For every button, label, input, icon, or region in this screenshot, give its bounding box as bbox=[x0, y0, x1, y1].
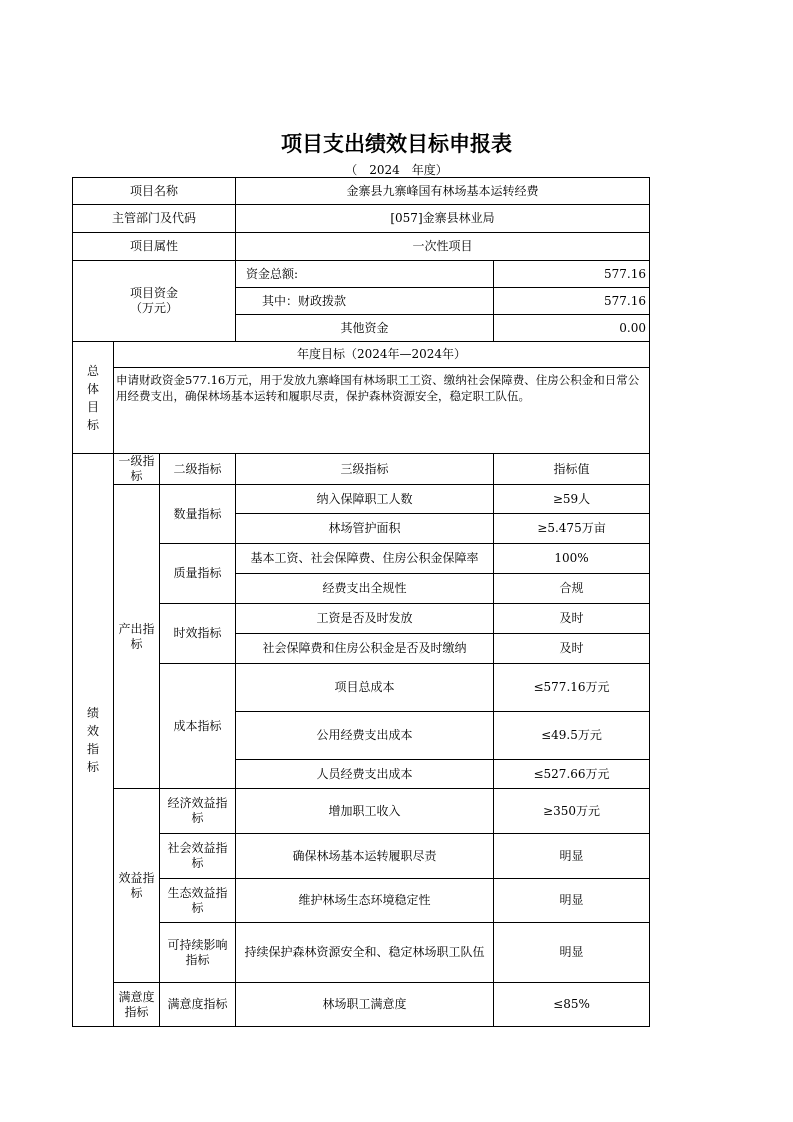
funds-total-row bbox=[73, 261, 650, 288]
benefit-level2: 可持续影响指标 bbox=[160, 923, 236, 983]
output-label: 产出指标 bbox=[114, 485, 160, 789]
col-value: 指标值 bbox=[494, 454, 650, 485]
col-level2: 二级指标 bbox=[160, 454, 236, 485]
table-row bbox=[73, 923, 650, 983]
indicator-name: 维护林场生态环境稳定性 bbox=[236, 879, 494, 923]
indicator-name: 社会保障费和住房公积金是否及时缴纳 bbox=[236, 634, 494, 664]
benefit-level2: 经济效益指标 bbox=[160, 789, 236, 834]
table-row bbox=[73, 485, 650, 514]
funds-label-line2: （万元） bbox=[129, 301, 178, 315]
attr-value: 一次性项目 bbox=[236, 233, 650, 261]
indicator-name: 人员经费支出成本 bbox=[236, 760, 494, 789]
indicator-value: 及时 bbox=[494, 604, 650, 634]
table-row bbox=[73, 879, 650, 923]
funds-label-line1: 项目资金 bbox=[129, 286, 178, 300]
indicator-name: 公用经费支出成本 bbox=[236, 712, 494, 760]
overall-description: 申请财政资金577.16万元，用于发放九寨峰国有林场职工工资、缴纳社会保障费、住房公积金和日常公用经费支出，确保林场基本运转和履职尽责，保护森林资源安全，稳定职工队伍。 bbox=[114, 368, 650, 454]
satisfaction-level2: 满意度指标 bbox=[160, 983, 236, 1027]
indicator-name: 经费支出全规性 bbox=[236, 574, 494, 604]
funds-other-label: 其他资金 bbox=[236, 315, 494, 342]
timeliness-label: 时效指标 bbox=[160, 604, 236, 664]
cost-label: 成本指标 bbox=[160, 664, 236, 789]
indicator-value: 明显 bbox=[494, 834, 650, 879]
benefit-level2: 社会效益指标 bbox=[160, 834, 236, 879]
indicator-value: ≥59人 bbox=[494, 485, 650, 514]
indicator-name: 工资是否及时发放 bbox=[236, 604, 494, 634]
benefit-label: 效益指标 bbox=[114, 789, 160, 983]
satisfaction-label: 满意度指标 bbox=[114, 983, 160, 1027]
indicator-value: ≥350万元 bbox=[494, 789, 650, 834]
indicator-value: 明显 bbox=[494, 879, 650, 923]
benefit-level2: 生态效益指标 bbox=[160, 879, 236, 923]
dept-value: [057]金寨县林业局 bbox=[236, 205, 650, 233]
col-level3: 三级指标 bbox=[236, 454, 494, 485]
project-name-row bbox=[73, 178, 650, 205]
funds-fiscal-label: 其中：财政拨款 bbox=[236, 288, 494, 315]
quality-label: 质量指标 bbox=[160, 544, 236, 604]
indicator-value: ≤527.66万元 bbox=[494, 760, 650, 789]
indicator-header-row bbox=[73, 454, 650, 485]
attr-label: 项目属性 bbox=[73, 233, 236, 261]
indicator-value: 100% bbox=[494, 544, 650, 574]
indicator-name: 项目总成本 bbox=[236, 664, 494, 712]
indicator-name: 确保林场基本运转履职尽责 bbox=[236, 834, 494, 879]
table-row bbox=[73, 834, 650, 879]
dept-row bbox=[73, 205, 650, 233]
table-row bbox=[73, 544, 650, 574]
page-title: 项目支出绩效目标申报表 bbox=[281, 132, 512, 156]
indicator-name: 林场职工满意度 bbox=[236, 983, 494, 1027]
table-row bbox=[73, 604, 650, 634]
indicator-name: 持续保护森林资源安全和、稳定林场职工队伍 bbox=[236, 923, 494, 983]
table-row bbox=[73, 664, 650, 712]
indicator-value: ≥5.475万亩 bbox=[494, 514, 650, 544]
year-line: （ 2024 年度） bbox=[345, 163, 448, 177]
project-name-value: 金寨县九寨峰国有林场基本运转经费 bbox=[236, 178, 650, 205]
performance-target-table bbox=[72, 177, 650, 1027]
indicator-name: 林场管护面积 bbox=[236, 514, 494, 544]
indicator-name: 基本工资、社会保障费、住房公积金保障率 bbox=[236, 544, 494, 574]
indicator-value: ≤85% bbox=[494, 983, 650, 1027]
col-level1: 一级指标 bbox=[114, 454, 160, 485]
indicator-value: 及时 bbox=[494, 634, 650, 664]
indicator-value: ≤577.16万元 bbox=[494, 664, 650, 712]
funds-total-label: 资金总额: bbox=[236, 261, 494, 288]
funds-other-value: 0.00 bbox=[494, 315, 650, 342]
table-row bbox=[73, 983, 650, 1027]
overall-header: 年度目标（2024年—2024年） bbox=[114, 342, 650, 368]
indicator-value: ≤49.5万元 bbox=[494, 712, 650, 760]
indicator-name: 增加职工收入 bbox=[236, 789, 494, 834]
indicators-side-label: 绩 效 指 标 bbox=[73, 454, 114, 1027]
quantity-label: 数量指标 bbox=[160, 485, 236, 544]
overall-header-row bbox=[73, 342, 650, 368]
table-row bbox=[73, 789, 650, 834]
indicator-value: 明显 bbox=[494, 923, 650, 983]
funds-total-value: 577.16 bbox=[494, 261, 650, 288]
dept-label: 主管部门及代码 bbox=[73, 205, 236, 233]
attr-row bbox=[73, 233, 650, 261]
indicator-name: 纳入保障职工人数 bbox=[236, 485, 494, 514]
project-name-label: 项目名称 bbox=[73, 178, 236, 205]
overall-side-label: 总 体 目 标 bbox=[73, 342, 114, 454]
overall-desc-row bbox=[73, 368, 650, 454]
indicator-value: 合规 bbox=[494, 574, 650, 604]
funds-label bbox=[73, 261, 236, 342]
funds-fiscal-value: 577.16 bbox=[494, 288, 650, 315]
